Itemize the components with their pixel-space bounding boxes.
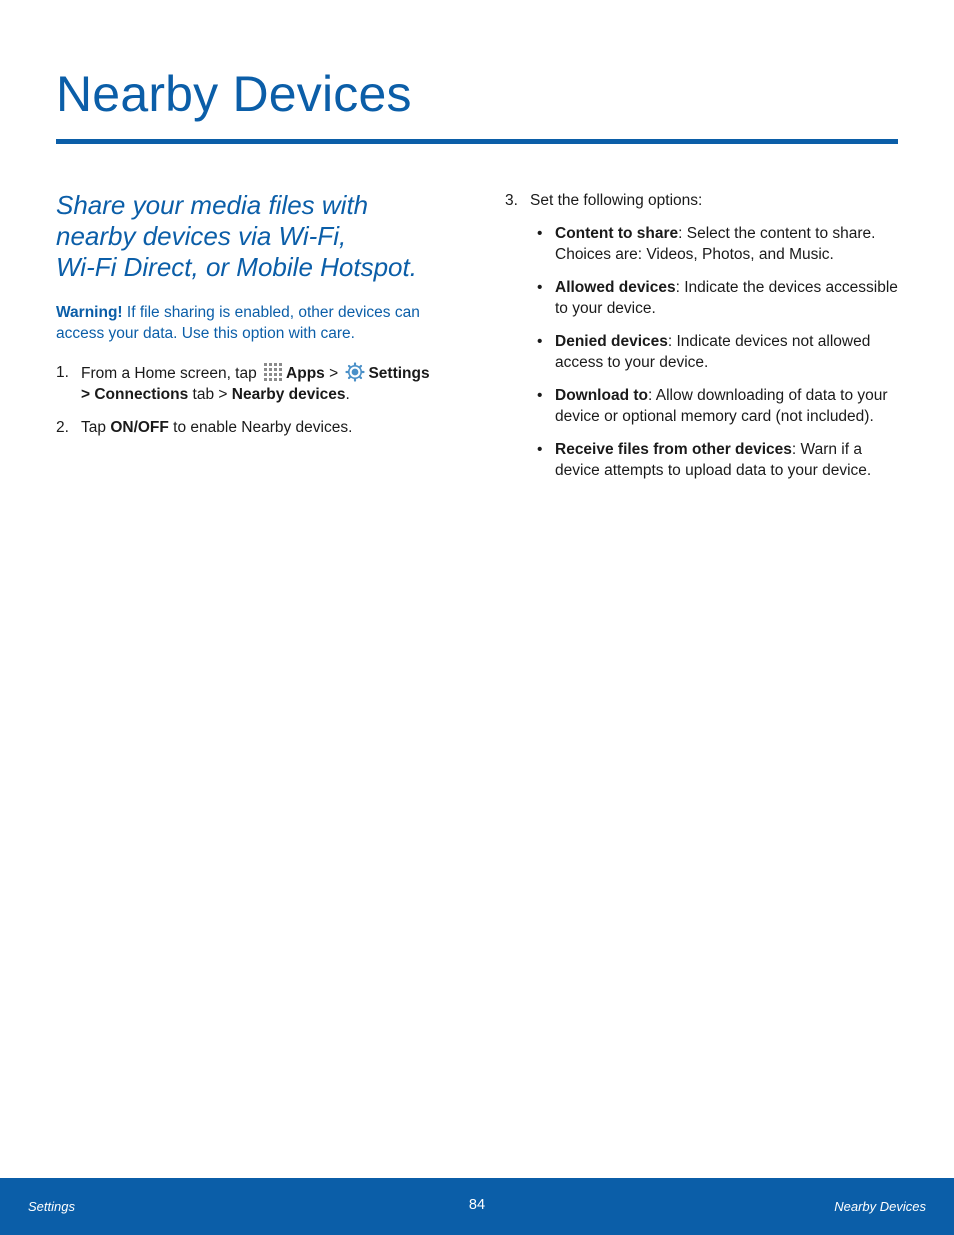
- step-2: [56, 417, 456, 438]
- option-item: [530, 223, 905, 265]
- step-3: [505, 190, 905, 481]
- option-term: Denied devices: [555, 333, 668, 350]
- left-column: [56, 190, 456, 450]
- step-text: From a Home screen, tap: [81, 365, 262, 382]
- bullet-dot: •: [537, 279, 543, 296]
- option-desc: : Warn if a device attempts to upload data to your device.: [555, 441, 872, 479]
- warning-text: If file sharing is enabled, other devices can access your data. Use this option with care.: [56, 304, 420, 342]
- steps-list: [56, 362, 456, 438]
- title-rule: [56, 139, 898, 144]
- on-off-label: ON/OFF: [110, 419, 169, 436]
- option-term: Content to share: [555, 225, 679, 242]
- bullet-dot: •: [537, 225, 543, 242]
- step-number: 3.: [505, 192, 518, 209]
- option-item: [530, 439, 905, 481]
- connections-label: > Connections: [81, 386, 189, 403]
- warning-label: Warning!: [56, 304, 123, 321]
- warning-note: [56, 302, 456, 344]
- step-1: [56, 362, 456, 405]
- option-desc: : Indicate the devices accessible to your device.: [555, 279, 898, 317]
- option-desc: : Indicate devices not allowed access to your device.: [555, 333, 871, 371]
- footer-chapter-label: Nearby Devices: [834, 1199, 926, 1214]
- tab-text: tab >: [188, 386, 232, 403]
- option-item: [530, 331, 905, 373]
- step-text: Set the following options:: [530, 192, 703, 209]
- separator: >: [324, 365, 343, 382]
- subtitle-line-2: nearby devices via Wi-Fi,: [56, 221, 347, 251]
- footer-section-label: Settings: [28, 1199, 75, 1214]
- option-item: [530, 385, 905, 427]
- options-list: [530, 223, 905, 481]
- bullet-dot: •: [537, 387, 543, 404]
- steps-list-continued: [505, 190, 905, 481]
- option-desc: : Select the content to share. Choices are: Videos, Photos, and Music.: [555, 225, 876, 263]
- subtitle-line-3: Wi-Fi Direct, or Mobile Hotspot.: [56, 252, 417, 282]
- settings-label: Settings: [368, 365, 430, 382]
- page-number: 84: [468, 1197, 486, 1213]
- settings-gear-icon: [345, 362, 365, 382]
- right-column: [505, 190, 905, 493]
- step-text: Tap: [81, 419, 111, 436]
- step-number: 1.: [56, 364, 69, 381]
- option-desc: : Allow downloading of data to your device or optional memory card (not included).: [555, 387, 888, 425]
- page-title: Nearby Devices: [56, 66, 412, 122]
- apps-grid-icon: [263, 362, 283, 382]
- subtitle-line-1: Share your media files with: [56, 190, 369, 220]
- option-item: [530, 277, 905, 319]
- step-end: .: [345, 386, 350, 403]
- section-subtitle: [56, 190, 456, 283]
- apps-label: Apps: [286, 365, 325, 382]
- bullet-dot: •: [537, 333, 543, 350]
- step-number: 2.: [56, 419, 69, 436]
- bullet-dot: •: [537, 441, 543, 458]
- page-footer: [0, 1178, 954, 1235]
- option-term: Download to: [555, 387, 648, 404]
- step-text-end: to enable Nearby devices.: [168, 419, 353, 436]
- option-term: Allowed devices: [555, 279, 676, 296]
- option-term: Receive files from other devices: [555, 441, 792, 458]
- nearby-devices-label: Nearby devices: [231, 386, 346, 403]
